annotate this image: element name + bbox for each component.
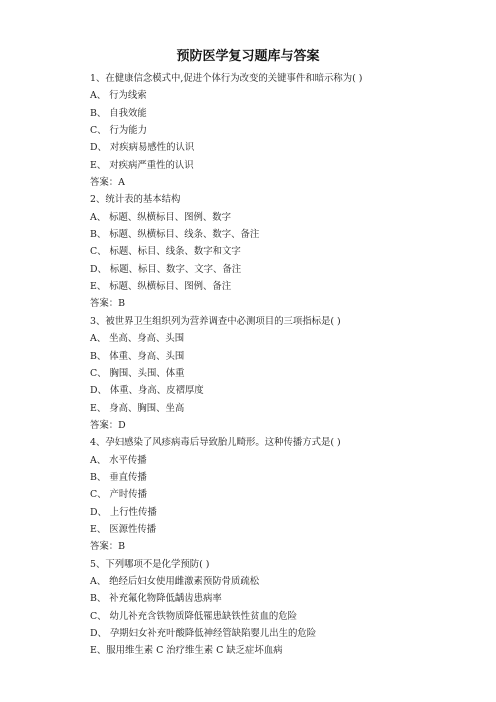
answer: 答案：A xyxy=(90,177,125,189)
option-a: A、 绝经后妇女使用雌激素预防骨质疏松 xyxy=(90,575,260,587)
question-stem: 3、被世界卫生组织列为营养调查中必测项目的三项指标是( ) xyxy=(90,315,341,327)
question-1 xyxy=(90,70,410,191)
option-c: C、 产时传播 xyxy=(90,489,148,501)
question-5 xyxy=(90,556,410,660)
option-a: A、 坐高、身高、头围 xyxy=(90,333,185,345)
option-a: A、 水平传播 xyxy=(90,454,147,466)
option-d: D、 标题、标目、数字、文字、备注 xyxy=(90,263,242,275)
answer: 答案：B xyxy=(90,541,126,553)
option-c: C、 幼儿补充含铁物质降低罹患缺铁性贫血的危险 xyxy=(90,610,298,622)
option-c: C、 标题、标目、线条、数字和文字 xyxy=(90,246,241,258)
option-d: D、 孕期妇女补充叶酸降低神经管缺陷婴儿出生的危险 xyxy=(90,628,317,639)
option-e: E、 身高、胸围、坐高 xyxy=(90,402,185,414)
answer: 答案：B xyxy=(90,298,126,310)
question-list xyxy=(90,70,410,660)
option-d: D、 对疾病易感性的认识 xyxy=(90,142,195,154)
option-d: D、 上行性传播 xyxy=(90,506,157,518)
question-3 xyxy=(90,313,410,434)
question-4 xyxy=(90,434,410,555)
question-stem: 5、下列哪项不是化学预防( ) xyxy=(90,558,210,570)
option-b: B、 自我效能 xyxy=(90,107,147,119)
option-e: E、 对疾病严重性的认识 xyxy=(90,159,194,171)
option-b: B、 垂直传播 xyxy=(90,471,147,483)
option-e: E、 标题、纵横标目、图例、备注 xyxy=(90,281,232,293)
option-a: A、 标题、纵横标目、图例、数字 xyxy=(90,211,232,223)
option-b: B、 体重、身高、头围 xyxy=(90,350,185,362)
option-c: C、 行为能力 xyxy=(90,125,148,137)
option-e: E、 医源性传播 xyxy=(90,523,157,535)
option-a: A、 行为线索 xyxy=(90,90,147,102)
question-stem: 4、孕妇感染了风疹病毒后导致胎儿畸形。这种传播方式是( ) xyxy=(90,437,341,449)
question-stem: 1、在健康信念模式中,促进个体行为改变的关键事件和暗示称为( ) xyxy=(90,73,363,84)
option-d: D、 体重、身高、皮褶厚度 xyxy=(90,385,204,397)
option-b: B、 标题、纵横标目、线条、数字、备注 xyxy=(90,229,260,241)
option-b: B、 补充氟化物降低龋齿患病率 xyxy=(90,593,222,605)
question-2 xyxy=(90,191,410,312)
document-title: 预防医学复习题库与答案 xyxy=(176,49,320,64)
option-c: C、 胸围、头围、体重 xyxy=(90,367,185,379)
option-e: E、服用维生素 C 治疗维生素 C 缺乏症坏血病 xyxy=(90,645,283,657)
question-stem: 2、统计表的基本结构 xyxy=(90,194,181,206)
answer: 答案：D xyxy=(90,419,126,431)
